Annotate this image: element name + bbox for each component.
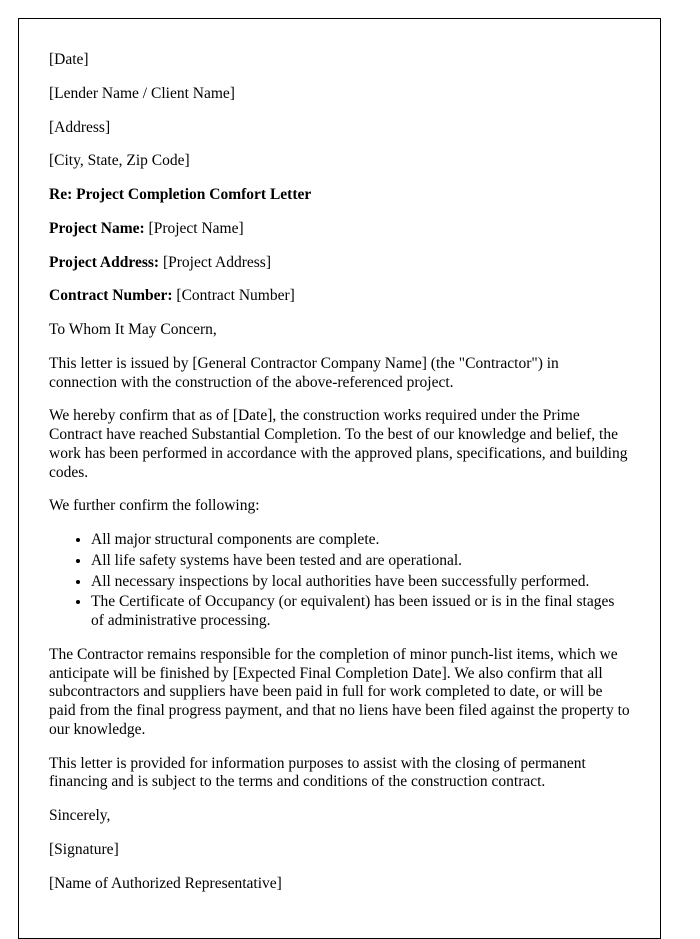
recipient-city-state-zip: [City, State, Zip Code]	[49, 152, 190, 170]
contract-number-label: Contract Number:	[49, 287, 173, 305]
recipient-block	[49, 85, 630, 171]
confirmation-bullet-list	[49, 531, 630, 631]
bullet-item: • All major structural components are complete.	[91, 531, 630, 550]
signature-placeholder: [Signature]	[49, 840, 119, 858]
salutation: To Whom It May Concern,	[49, 321, 217, 338]
recipient-address: [Address]	[49, 118, 111, 136]
project-name-value: [Project Name]	[148, 219, 244, 237]
subject-line: Re: Project Completion Comfort Letter	[49, 186, 312, 203]
letter-page	[18, 18, 661, 939]
bullet-item: • The Certificate of Occupancy (or equivalent) has been issued or is in the final stages of administrative processing.	[91, 593, 630, 631]
contract-number-value: [Contract Number]	[176, 287, 295, 305]
paragraph-intro: This letter is issued by [General Contractor Company Name] (the "Contractor") in connection with the construction of the above-referenced project.	[49, 354, 559, 391]
closing: Sincerely,	[49, 807, 111, 824]
letter-body	[49, 51, 630, 893]
project-address-value: [Project Address]	[162, 253, 271, 271]
date-placeholder: [Date]	[49, 51, 89, 68]
bullet-item: • All life safety systems have been tested and are operational.	[91, 552, 630, 571]
bullet-item: • All necessary inspections by local authorities have been successfully performed.	[91, 573, 630, 592]
project-name-label: Project Name:	[49, 219, 145, 237]
project-address-label: Project Address:	[49, 253, 160, 271]
paragraph-confirmation: We hereby confirm that as of [Date], the construction works required under the Prime Contract have reached Substantial Completion. To the best of our knowledge and belief, the work has been performed in accordance with the approved plans, specifications, and building codes.	[49, 407, 628, 481]
project-info-block	[49, 220, 630, 306]
project-address-line	[49, 254, 630, 273]
paragraph-purpose: This letter is provided for information purposes to assist with the closing of permanent financing and is subject to the terms and conditions of the construction contract.	[49, 754, 586, 791]
paragraph-punch-list: The Contractor remains responsible for the completion of minor punch-list items, which we anticipate will be finished by [Expected Final Completion Date]. We also confirm that all subcontractors and suppliers have been paid in full for work completed to date, or will be paid from the final progress payment, and that no liens have been filed against the property to our knowledge.	[49, 645, 630, 738]
paragraph-further-confirm-lead: We further confirm the following:	[49, 497, 260, 515]
project-name-line	[49, 220, 630, 239]
contract-number-line	[49, 287, 630, 306]
signatory-name-placeholder: [Name of Authorized Representative]	[49, 874, 282, 892]
recipient-name: [Lender Name / Client Name]	[49, 84, 235, 102]
signature-block	[49, 841, 630, 894]
